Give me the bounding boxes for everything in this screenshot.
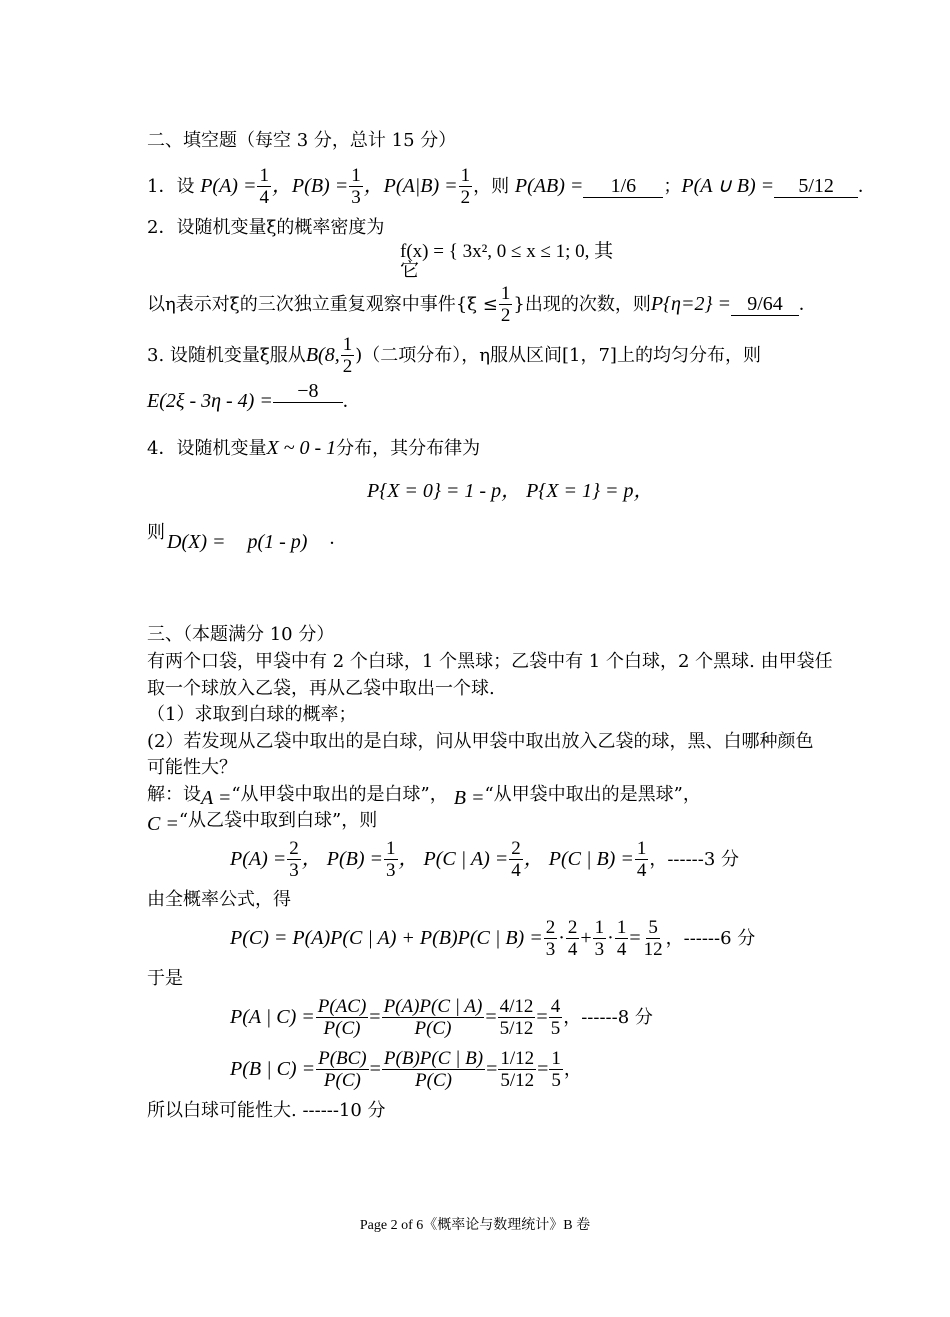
total-prob-label: 由全概率公式，得	[147, 889, 291, 910]
section3-p2: 取一个球放入乙袋，再从乙袋中取出一个球.	[147, 678, 495, 699]
q4-line1-a: 4．设随机变量	[147, 438, 267, 459]
q1-pab: ，P(A|B) =	[363, 174, 458, 197]
yushi-label: 于是	[147, 968, 183, 989]
sol-c: “从甲袋中取出的是黑球”，	[484, 784, 701, 805]
section3-p4: (2）若发现从乙袋中取出的是白球，问从甲袋中取出放入乙袋的球，黑、白哪种颜色	[147, 731, 814, 752]
section2-title: 二、填空题（每空 3 分，总计 15 分）	[147, 130, 457, 151]
q4-answer: p(1 - p)	[247, 531, 308, 553]
q2-line2-b: }出现的次数，则	[513, 293, 651, 315]
sol-C: C =	[147, 813, 179, 835]
page-footer: Page 2 of 6《概率论与数理统计》B 卷	[359, 1218, 591, 1233]
q3-b-dist: B(8,	[305, 343, 340, 366]
q1-pa-frac: $\frac{1}{4}$	[259, 165, 269, 209]
prob-values-line: P(A) = $\frac{2}{3}$ ， P(B) = $\frac{1}{3}$ ， P(C | A) = $\frac{2}{4}$ ， P(C | B) = $\frac{1}{4}$ ，------3 分	[230, 838, 739, 882]
q3-line1	[147, 334, 761, 378]
q3-line1-b: )（二项分布），η服从区间[1，7]上的均匀分布，则	[355, 344, 761, 366]
q4-end: .	[329, 527, 335, 549]
q2-end: .	[798, 292, 804, 315]
section3-title: 三、（本题满分 10 分）	[147, 624, 335, 645]
q1-lead: 设	[176, 175, 195, 197]
q1-end: .	[858, 174, 864, 197]
total-prob-line: P(C) = P(A)P(C | A) + P(B)P(C | B) = $\frac{2}{3}$ · $\frac{2}{4}$ + $\frac{1}{3}$ · $\frac{1}{4}$ = $\frac{5}{12}$ ，------6 分	[230, 917, 756, 961]
q3-line2	[147, 380, 348, 413]
solution-line1	[147, 784, 701, 809]
q3-expr: E(2ξ - 3η - 4) =	[147, 390, 273, 412]
q1-sep: ；	[663, 175, 682, 197]
score-8: ，------8 分	[563, 1006, 653, 1028]
q4-line1-b: 分布，其分布律为	[336, 438, 481, 459]
sol-B: B =	[453, 787, 485, 809]
q1-line	[147, 165, 863, 209]
q4-dx: D(X) =	[167, 531, 226, 553]
q1-pa: P(A) =	[200, 174, 257, 197]
sol-a: 解：设	[147, 784, 201, 805]
sol-b: “从甲袋中取出的是白球”，	[231, 784, 448, 805]
q3-end: .	[342, 390, 348, 412]
bayes-a-line: P(A | C) = $\frac{P(AC)}{P(C)}$ = $\frac{P(A)P(C | A)}{P(C)}$ = $\frac{4/12}{5/12}$ = $\frac{4}{5}$ ，------8 分	[230, 996, 653, 1040]
section3-p5: 可能性大？	[147, 757, 237, 778]
q2-line2-a: 以η表示对ξ的三次独立重复观察中事件{ξ ≤	[147, 293, 498, 315]
solution-line2	[147, 810, 378, 835]
q4-x: X ~ 0 - 1	[266, 437, 337, 459]
bayes-b-line: P(B | C) = $\frac{P(BC)}{P(C)}$ = $\frac{P(B)P(C | B)}{P(C)}$ = $\frac{1/12}{5/12}$ = $\frac{1}{5}$ ，	[230, 1048, 582, 1092]
q4-then: 则	[147, 522, 165, 543]
q2-density-clipped: f(x) = { 3x², 0 ≤ x ≤ 1; 0, 其它	[400, 241, 614, 281]
q3-frac: $\frac{1}{2}$	[342, 334, 353, 378]
q3-answer: −8	[273, 380, 343, 403]
sol-A: A =	[201, 787, 232, 809]
q2-prob: P{η=2} =	[650, 292, 731, 315]
score-3: ，------3 分	[649, 848, 739, 870]
conclusion: 所以白球可能性大. ------10 分	[147, 1100, 386, 1121]
score-6: ，------6 分	[665, 927, 756, 949]
q1-answer-2: 5/12	[774, 175, 858, 198]
q2-line2	[147, 283, 804, 327]
q4-line3	[147, 522, 335, 553]
q1-pAuB: P(A ∪ B) =	[681, 174, 775, 197]
q2-frac: $\frac{1}{2}$	[500, 283, 511, 327]
q1-pAB: P(AB) =	[514, 174, 584, 197]
q1-answer-1: 1/6	[583, 175, 663, 198]
q1-pb: ，P(B) =	[271, 174, 349, 197]
q1-num: 1．	[147, 175, 177, 197]
q4-line1	[147, 438, 480, 458]
sol-d: “从乙袋中取到白球”，则	[178, 810, 378, 831]
q1-ze: ，则	[473, 175, 510, 197]
q1-pab-frac: $\frac{1}{2}$	[460, 165, 471, 209]
q3-line1-a: 3. 设随机变量ξ服从	[147, 344, 306, 366]
q2-answer: 9/64	[731, 293, 799, 316]
q2-line1: 2．设随机变量ξ的概率密度为	[147, 217, 385, 238]
section3-p1: 有两个口袋，甲袋中有 2 个白球，1 个黑球；乙袋中有 1 个白球，2 个黑球. 由甲袋任	[147, 651, 833, 672]
section3-p3: （1）求取到白球的概率；	[147, 704, 357, 725]
q4-law: P{X = 0} = 1 - p， P{X = 1} = p，	[367, 480, 654, 502]
q1-pb-frac: $\frac{1}{3}$	[351, 165, 361, 209]
